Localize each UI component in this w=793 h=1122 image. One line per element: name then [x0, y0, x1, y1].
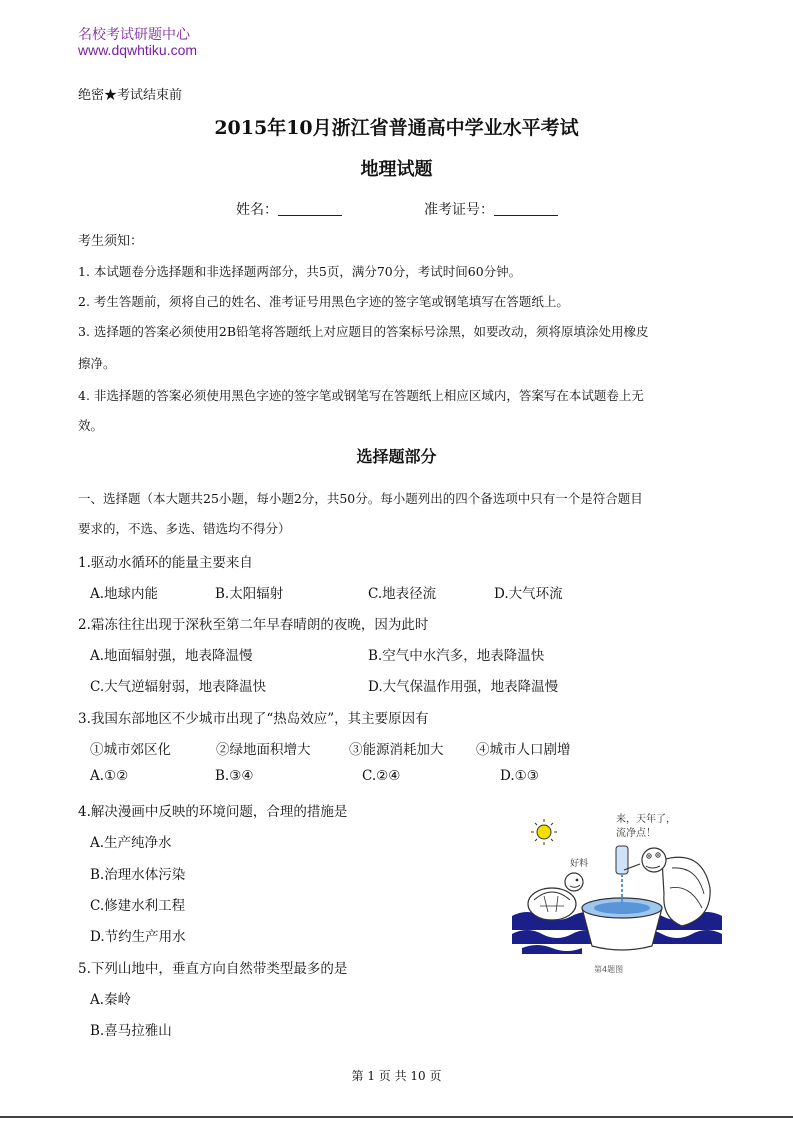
watermark-title: 名校考试研题中心 — [78, 27, 190, 43]
q2-option-c: C.大气逆辐射弱，地表降温快 — [90, 679, 267, 695]
instructions-line: 要求的，不选、多选、错选均不得分） — [78, 521, 291, 536]
q3-item-1: ①城市郊区化 — [90, 742, 171, 758]
note-item: 擦净。 — [78, 356, 116, 371]
question-1-stem: 1.驱动水循环的能量主要来自 — [78, 555, 253, 571]
watermark-url: www.dqwhtiku.com — [78, 42, 198, 58]
q2-option-b: B.空气中水汽多，地表降温快 — [368, 648, 545, 664]
q4-option-a: A.生产纯净水 — [90, 835, 172, 851]
name-blank — [278, 201, 342, 216]
cartoon-bubble-line2: 流净点！ — [616, 828, 656, 839]
question-4-stem: 4.解决漫画中反映的环境问题，合理的措施是 — [78, 804, 348, 820]
bottom-divider — [0, 1116, 793, 1118]
q1-option-d: D.大气环流 — [494, 586, 563, 602]
cartoon-left-label: 好料 — [570, 859, 589, 869]
q3-option-d: D.①③ — [500, 768, 539, 784]
q5-option-b: B.喜马拉雅山 — [90, 1023, 172, 1039]
note-item: 4. 非选择题的答案必须使用黑色字迹的签字笔或钢笔写在答题纸上相应区域内，答案写在本试题卷上无 — [78, 388, 644, 403]
q3-option-c: C.②④ — [362, 768, 401, 784]
q3-item-2: ②绿地面积增大 — [216, 742, 311, 758]
q5-option-a: A.秦岭 — [90, 992, 132, 1008]
q3-option-b: B.③④ — [215, 768, 254, 784]
q3-item-3: ③能源消耗加大 — [349, 742, 444, 758]
question-5-stem: 5.下列山地中，垂直方向自然带类型最多的是 — [78, 961, 348, 977]
page-number: 第 1 页 共 10 页 — [351, 1069, 442, 1083]
name-label: 姓名： — [236, 202, 278, 218]
exam-number-field — [424, 199, 558, 219]
question-3-stem: 3.我国东部地区不少城市出现了“热岛效应”，其主要原因有 — [78, 711, 429, 727]
q2-option-d: D.大气保温作用强，地表降温慢 — [368, 679, 559, 695]
exam-subtitle: 地理试题 — [360, 159, 433, 180]
exam-number-blank — [494, 201, 558, 216]
q4-option-d: D.节约生产用水 — [90, 929, 186, 945]
note-item: 2. 考生答题前，须将自己的姓名、准考证号用黑色字迹的签字笔或钢笔填写在答题纸上。 — [78, 294, 569, 309]
section-title: 选择题部分 — [356, 447, 437, 466]
name-field — [236, 199, 342, 219]
note-item: 3. 选择题的答案必须使用2B铅笔将答题纸上对应题目的答案标号涂黑，如要改动，须将原填涂处用橡皮 — [78, 324, 649, 339]
q3-item-4: ④城市人口剧增 — [476, 742, 571, 758]
confidential-label: 绝密★考试结束前 — [78, 88, 183, 103]
exam-title: 2015年10月浙江省普通高中学业水平考试 — [214, 117, 579, 139]
pollution-cartoon — [512, 808, 722, 978]
cartoon-caption: 第4题图 — [594, 965, 624, 974]
sun-icon — [531, 819, 557, 845]
note-item: 1. 本试题卷分选择题和非选择题两部分，共5页，满分70分，考试时间60分钟。 — [78, 264, 522, 279]
notes-heading: 考生须知： — [78, 234, 144, 249]
left-turtle-figure — [528, 873, 583, 920]
question-2-stem: 2.霜冻往往出现于深秋至第二年早春晴朗的夜晚，因为此时 — [78, 617, 429, 633]
q3-option-a: A.①② — [90, 768, 129, 784]
q1-option-a: A.地球内能 — [90, 586, 159, 602]
cartoon-bubble-line1: 来，天年了， — [616, 814, 676, 825]
water-basin — [582, 898, 662, 950]
q4-option-b: B.治理水体污染 — [90, 867, 186, 883]
note-item: 效。 — [78, 418, 104, 433]
instructions-line: 一、选择题（本大题共25小题，每小题2分，共50分。每小题列出的四个备选项中只有一个是符合题目 — [78, 491, 643, 506]
exam-number-label: 准考证号： — [424, 202, 494, 218]
q4-option-c: C.修建水利工程 — [90, 898, 186, 914]
faucet-icon — [616, 846, 628, 904]
q1-option-c: C.地表径流 — [368, 586, 437, 602]
q1-option-b: B.太阳辐射 — [215, 586, 284, 602]
q2-option-a: A.地面辐射强，地表降温慢 — [90, 648, 253, 664]
